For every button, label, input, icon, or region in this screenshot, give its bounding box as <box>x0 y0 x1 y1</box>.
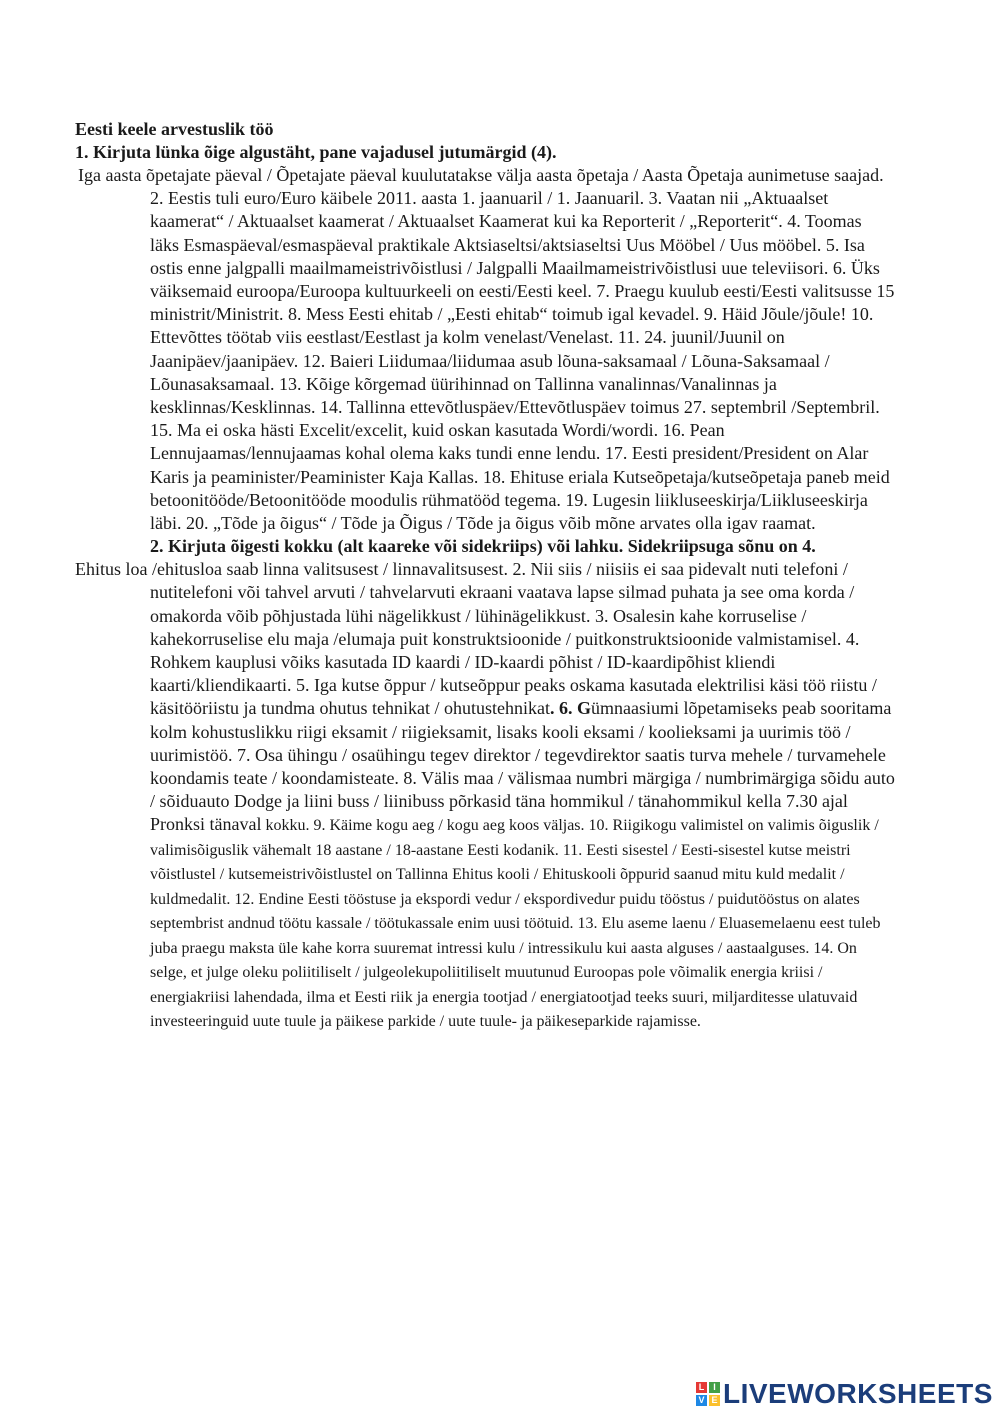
logo-letter-l: L <box>696 1382 707 1393</box>
logo-letter-v: V <box>696 1395 707 1406</box>
task2-text-small: kokku. 9. Käime kogu aeg / kogu aeg koos väljas. 10. Riigikogu valimistel on valimis õiguslik / valimisõiguslik vähemalt 18 aastane / 18-aastane Eesti kodanik. 11. Eesti sisestel / Eesti-sisestel kutse meistri võistlustel / kutsemeistrivõistlustel on Tallinna Ehitus kooli / Ehituskooli õppurid saanud mitu kuld medalit / kuldmedalit. 12. Endine Eesti tööstuse ja ekspordi vedur / ekspordivedur puidu tööstus / puidutööstus on alates septembrist andnud töötu kassale / töötukassale enim uusi töötuid. 13. Elu aseme laenu / Eluasemelaenu eest tuleb juba praegu maksta üle kahe korra suuremat intressi kulu / intressikulu kui aasta alguses / aastaalguses. 14. On selge, et julge oleku poliitiliselt / julgeolekupoliitiliselt muutunud Euroopas pole võimalik energia kriisi / energiakriisi lahendada, ilma et Eesti riik ja energia tootjad / energiatootjad teeks suuri, miljarditesse ulatuvaid investeeringuid uute tuule ja päikese parkide / uute tuule- ja päikeseparkide rajamisse. <box>150 817 881 1031</box>
task2-bold-item: . 6. G <box>549 698 591 719</box>
task1-text: Iga aasta õpetajate päeval / Õpetajate päeval kuulutatakse välja aasta õpetaja / Aasta Õpetaja aunimetuse saajad. 2. Eestis tuli euro/Euro käibele 2011. aasta 1. jaanuaril / 1. Jaanuaril. 3. Vaatan nii „Aktuaalset kaamerat“ / Aktuaalset kaamerat / Aktuaalset Kaamerat kui ka Reporterit / „Reporterit“. 4. Toomas läks Esmaspäeval/esmaspäeval praktikale Aktsiaseltsi/aktsiaseltsi Uus Mööbel / Uus mööbel. 5. Isa ostis enne jalgpalli maailmameistrivõistlusi / Jalgpalli Maailmameistrivõistlusi uue televiisori. 6. Üks väiksemaid euroopa/Euroopa kultuurkeeli on eesti/Eesti keel. 7. Praegu kuulub eesti/Eesti valitsusse 15 ministrit/Ministrit. 8. Mess Eesti ehitab / „Eesti ehitab“ toimub igal kevadel. 9. Häid Jõule/jõule! 10. Ettevõttes töötab viis eestlast/Eestlast ja kolm venelast/Venelast. 11. 24. juunil/Juunil on Jaanipäev/jaanipäev. 12. Baieri Liidumaa/liidumaa asub lõuna-saksamaal / Lõuna-Saksamaal / Lõunasaksamaal. 13. Kõige kõrgemad üürihinnad on Tallinna vanalinnas/Vanalinnas ja kesklinnas/Kesklinnas. 14. Tallinna ettevõtluspäev/Ettevõtluspäev toimus 27. septembril /Septembril. 15. Ma ei oska hästi Excelit/excelit, kuid oskan kasutada Wordi/wordi. 16. Pean Lennujaamas/lennujaamas kohal olema kaks tundi enne lendu. 17. Eesti president/President on Alar Karis ja peaminister/Peaminister Kaja Kallas. 18. Ehituse eriala Kutseõpetaja/kutseõpetaja paneb meid betoonitööde/Betoonitööde moodulis rühmatööd tegema. 19. Lugesin liikluseeskirja/Liikluseeskirja läbi. 20. „Tõde ja õigus“ / Tõde ja Õigus / Tõde ja õigus võib mõne arvates olla igav raamat. <box>78 165 895 534</box>
worksheet-document <box>75 118 895 1034</box>
logo-letter-i: I <box>709 1382 720 1393</box>
task2-text-part-b: ümnaasiumi lõpetamiseks peab sooritama kolm kohustuslikku riigi eksamit / riigieksamit, lisaks kooli eksami / koolieksami ja uurimis töö / uurimistöö. 7. Osa ühingu / osaühingu tegev direktor / tegevdirektor saatis turva mehele / turvamehele koondamis teate / koondamisteate. 8. Välis maa / välismaa numbri märgiga / numbrimärgiga sõidu auto / sõiduauto Dodge ja liini buss / liinibuss põrkasid täna hommikul / tänahommikul kella 7.30 ajal Pronksi tänaval <box>150 698 895 835</box>
task2-text <box>75 558 895 1034</box>
logo-icon <box>696 1382 720 1406</box>
document-title: Eesti keele arvestuslik töö <box>75 119 274 139</box>
task1-heading: 1. Kirjuta lünka õige algustäht, pane vajadusel jutumärgid (4). <box>75 142 557 162</box>
liveworksheets-logo <box>696 1379 993 1409</box>
task2-text-part-a: Ehitus loa /ehitusloa saab linna valitsusest / linnavalitsusest. 2. Nii siis / niisiis ei saa pidevalt nuti telefoni / nutitelefoni või tahvel arvuti / tahvelarvuti ekraani vaatava lapse silmad puhata ja see oma korda / omakorda võib põhjustada lühi nägelikkust / lühinägelikkust. 3. Osalesin kahe korruselise / kahekorruselise elu maja /elumaja puit konstruktsioonide / puitkonstruktsioonide valmistamisel. 4. Rohkem kauplusi võiks kasutada ID kaardi / ID-kaardi põhist / ID-kaardipõhist kliendi kaarti/kliendikaarti. 5. Iga kutse õppur / kutseõppur peaks oskama kasutada elektrilisi käsi töö riistu / käsitööriistu ja tundma ohutus tehnikat / ohutustehnikat <box>75 559 877 719</box>
task2-heading: 2. Kirjuta õigesti kokku (alt kaareke või sidekriips) või lahku. Sidekriipsuga sõnu on 4. <box>150 536 816 557</box>
logo-text: LIVEWORKSHEETS <box>723 1378 993 1409</box>
logo-letter-e: E <box>709 1395 720 1406</box>
